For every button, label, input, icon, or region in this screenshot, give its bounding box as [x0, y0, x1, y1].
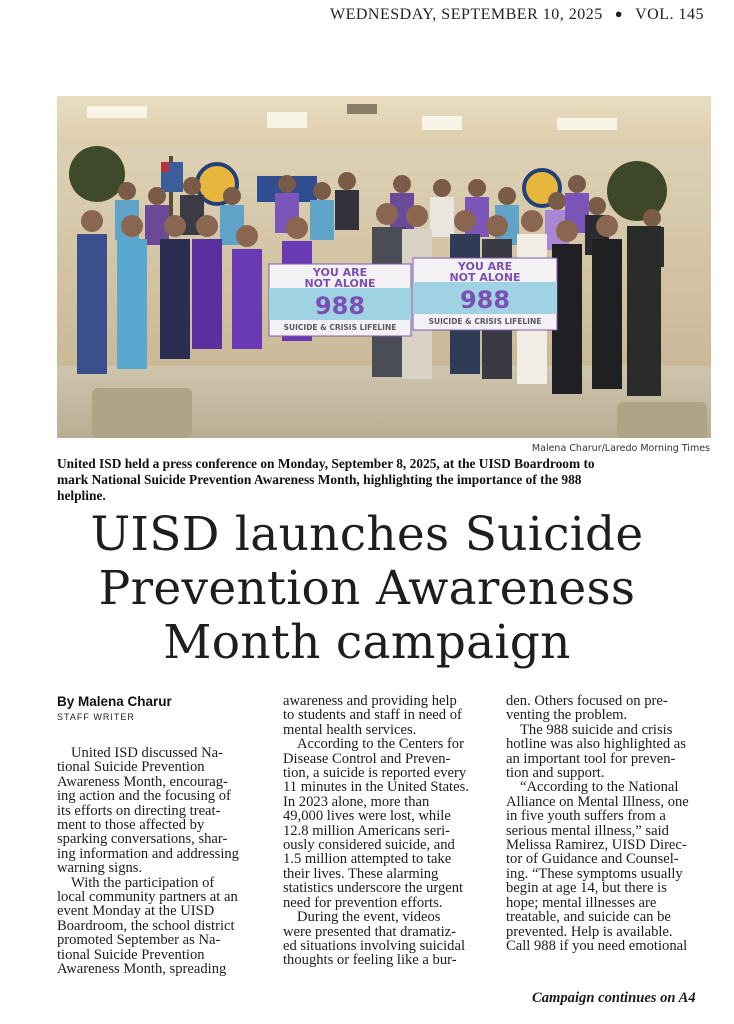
- text-line: its efforts on directing treat-: [57, 802, 221, 819]
- text-line: Disease Control and Preven-: [283, 750, 451, 767]
- photo-caption: [57, 456, 717, 504]
- sign-left-footer: SUICIDE & CRISIS LIFELINE: [283, 323, 397, 332]
- sign-right-line2: NOT ALONE: [449, 271, 521, 284]
- text-line: 49,000 lives were lost, while: [283, 808, 451, 825]
- text-line: to students and staff in need of: [283, 707, 462, 724]
- caption-line: United ISD held a press conference on Monday, September 8, 2025, at the UISD Boardroom to: [57, 456, 595, 471]
- text-line: in five youth suffers from a: [506, 808, 666, 825]
- sign-left-line2: NOT ALONE: [304, 277, 376, 290]
- text-line: Awareness Month, spreading: [57, 961, 227, 978]
- text-line: tional Suicide Prevention: [57, 946, 205, 963]
- text-line: In 2023 alone, more than: [283, 793, 430, 810]
- 988-sign-right: [413, 258, 557, 330]
- caption-line: helpline.: [57, 488, 106, 503]
- text-line: Awareness Month, encourag-: [57, 773, 228, 790]
- text-line: local community partners at an: [57, 889, 238, 906]
- text-line: hotline was also highlighted as: [506, 736, 686, 753]
- group-photo-illustration: [57, 96, 711, 438]
- byline: By Malena Charur: [57, 694, 172, 709]
- text-line: awareness and providing help: [283, 693, 457, 709]
- text-line: promoted September as Na-: [57, 932, 221, 949]
- text-line: prevented. Help is available.: [506, 923, 673, 940]
- text-line: statistics underscore the urgent: [283, 880, 464, 897]
- headline-line: UISD launches Suicide: [90, 507, 644, 562]
- text-line: warning signs.: [57, 860, 143, 877]
- article-column-2: [283, 694, 488, 968]
- text-line: 12.8 million Americans seri-: [283, 822, 450, 839]
- text-line: serious mental illness,” said: [506, 822, 669, 839]
- text-line: hope; mental illnesses are: [506, 894, 657, 911]
- text-line: tor of Guidance and Counsel-: [506, 851, 679, 868]
- text-line: sparking conversations, shar-: [57, 831, 228, 848]
- text-line: treatable, and suicide can be: [506, 909, 671, 926]
- text-line: United ISD discussed Na-: [71, 745, 223, 761]
- text-line: tion, a suicide is reported every: [283, 765, 467, 782]
- text-line: 11 minutes in the United States.: [283, 779, 469, 796]
- article-column-3: [506, 694, 716, 953]
- text-line: begin at age 14, but there is: [506, 880, 667, 897]
- caption-line: mark National Suicide Prevention Awareness Month, highlighting the importance of the 988: [57, 472, 582, 487]
- text-line: were presented that dramatiz-: [283, 923, 457, 940]
- continuation-jump-line: Campaign continues on A4: [532, 990, 696, 1006]
- text-line: During the event, videos: [297, 909, 441, 926]
- headline-line: Month campaign: [163, 615, 571, 670]
- text-line: According to the Centers for: [297, 736, 464, 753]
- sign-left-line1: YOU ARE: [312, 266, 368, 279]
- text-line: tion and support.: [506, 765, 605, 782]
- photo-credit: Malena Charur/Laredo Morning Times: [531, 443, 710, 454]
- text-line: Alliance on Mental Illness, one: [506, 793, 689, 810]
- text-line: “According to the National: [520, 779, 679, 796]
- sign-right-number: 988: [459, 286, 511, 314]
- text-line: thoughts or feeling like a bur-: [283, 952, 457, 969]
- text-line: ing information and addressing: [57, 845, 239, 862]
- 988-sign-left: [269, 264, 411, 336]
- masthead-volume: VOL. 145: [635, 6, 704, 23]
- text-line: ed situations involving suicidal: [283, 937, 466, 954]
- masthead: [330, 6, 704, 24]
- text-line: venting the problem.: [506, 707, 628, 724]
- text-line: With the participation of: [71, 874, 215, 891]
- news-photo: [57, 96, 711, 438]
- text-line: Boardroom, the school district: [57, 917, 235, 934]
- text-line: mental health services.: [283, 721, 417, 738]
- text-line: tional Suicide Prevention: [57, 759, 205, 776]
- text-line: Melissa Ramirez, UISD Direc-: [506, 837, 687, 854]
- text-line: need for prevention efforts.: [283, 894, 443, 911]
- text-line: Call 988 if you need emotional: [506, 937, 688, 954]
- text-line: 1.5 million attempted to take: [283, 851, 452, 868]
- sign-right-line1: YOU ARE: [457, 260, 513, 273]
- text-line: den. Others focused on pre-: [506, 693, 668, 709]
- text-line: ing. “These symptoms usually: [506, 865, 683, 882]
- headline-line: Prevention Awareness: [98, 561, 636, 616]
- masthead-date: WEDNESDAY, SEPTEMBER 10, 2025: [330, 6, 603, 23]
- text-line: ously considered suicide, and: [283, 837, 455, 854]
- text-line: their lives. These alarming: [283, 865, 439, 882]
- sign-left-number: 988: [314, 292, 366, 320]
- text-line: ing action and the focusing of: [57, 788, 231, 805]
- text-line: ment to those affected by: [57, 817, 205, 834]
- text-line: event Monday at the UISD: [57, 903, 215, 920]
- text-line: an important tool for preven-: [506, 750, 676, 767]
- article-headline: [0, 508, 734, 670]
- article-column-1: [57, 694, 262, 977]
- byline-role: STAFF WRITER: [57, 712, 135, 722]
- text-line: The 988 suicide and crisis: [520, 721, 673, 738]
- separator-dot-icon: ●: [614, 6, 624, 21]
- sign-right-footer: SUICIDE & CRISIS LIFELINE: [428, 317, 542, 326]
